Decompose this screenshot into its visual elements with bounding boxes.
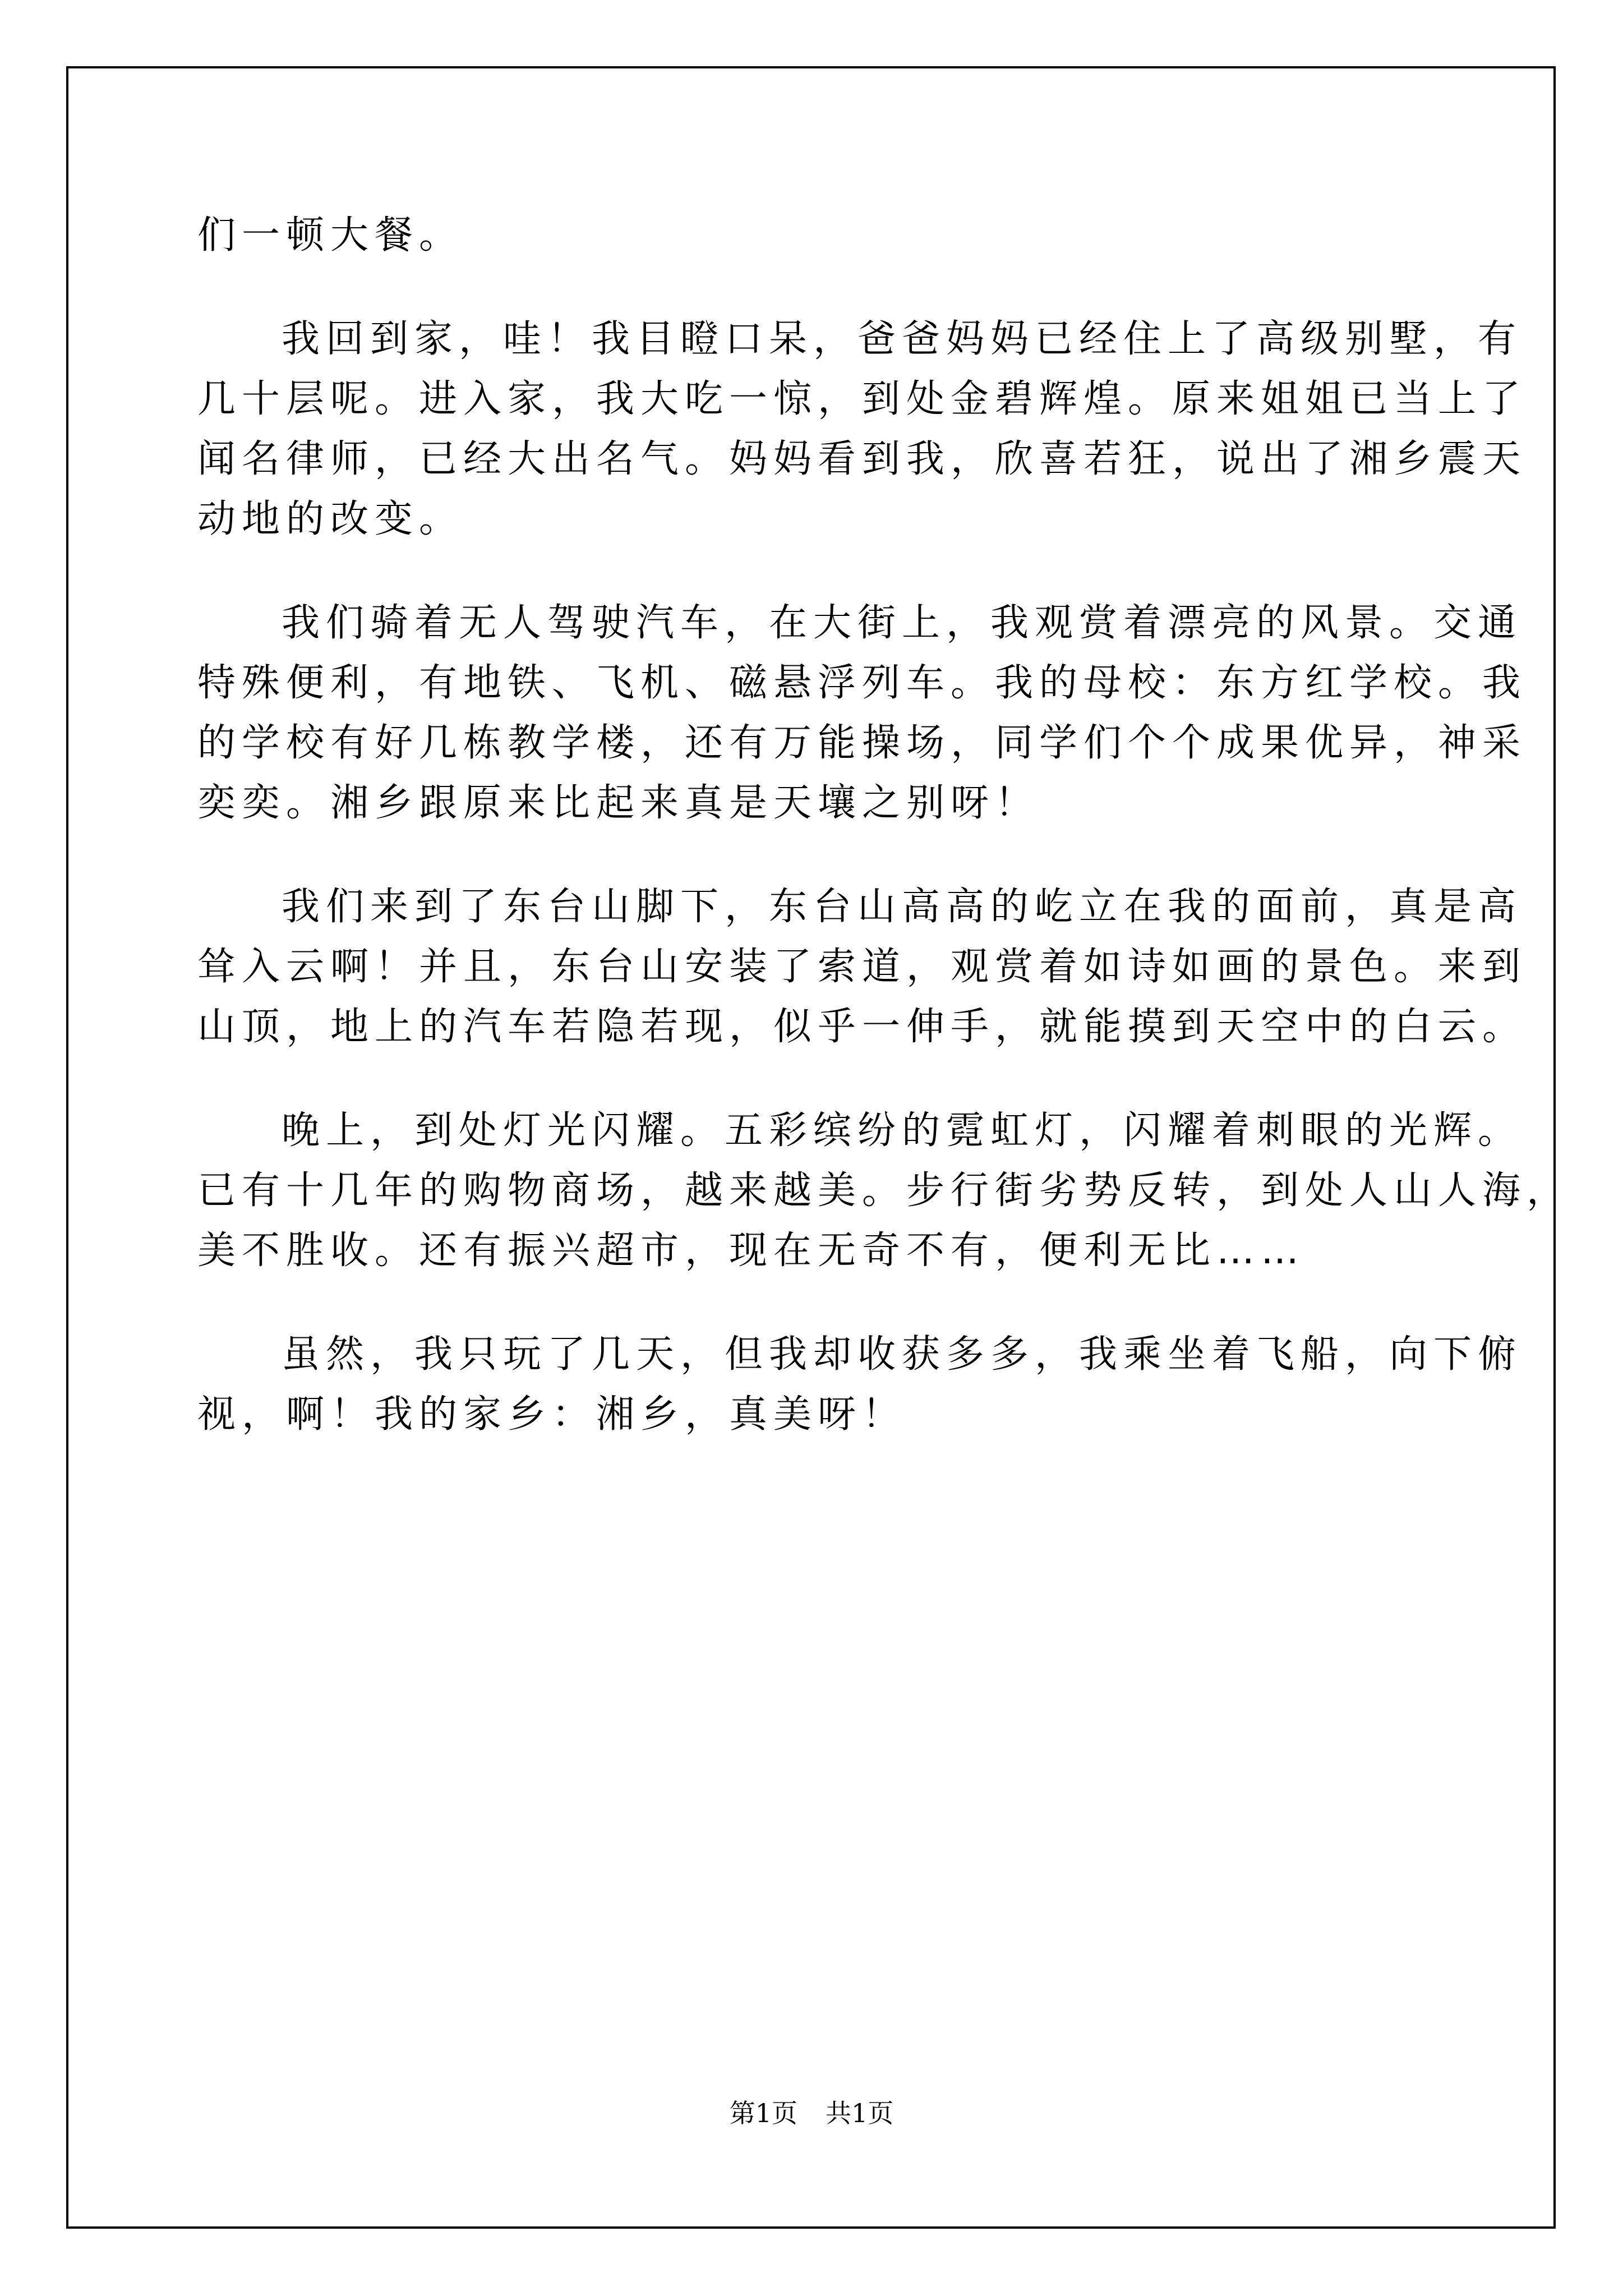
text-line: 已有十几年的购物商场，越来越美。步行街劣势反转，到处人山人海， <box>197 1168 1571 1213</box>
text-line: 晚上，到处灯光闪耀。五彩缤纷的霓虹灯，闪耀着刺眼的光辉。 <box>282 1108 1523 1153</box>
document-body <box>197 205 1571 1444</box>
text-line: 几十层呢。进入家，我大吃一惊，到处金碧辉煌。原来姐姐已当上了 <box>197 377 1527 421</box>
text-line: 视，啊！我的家乡：湘乡，真美呀！ <box>197 1392 907 1437</box>
text-line: 的学校有好几栋教学楼，还有万能操场，同学们个个成果优异，神采 <box>197 721 1527 765</box>
text-line: 特殊便利，有地铁、飞机、磁悬浮列车。我的母校：东方红学校。我 <box>197 661 1527 705</box>
text-line: 我们骑着无人驾驶汽车，在大街上，我观赏着漂亮的风景。交通 <box>282 601 1523 645</box>
text-line: 耸入云啊！并且，东台山安装了索道，观赏着如诗如画的景色。来到 <box>197 945 1527 989</box>
text-line: 闻名律师，已经大出名气。妈妈看到我，欣喜若狂，说出了湘乡震天 <box>197 437 1527 481</box>
page-footer <box>0 2093 1623 2130</box>
text-line: 虽然，我只玩了几天，但我却收获多多，我乘坐着飞船，向下俯 <box>282 1332 1523 1377</box>
text-line: 山顶，地上的汽车若隐若现，似乎一伸手，就能摸到天空中的白云。 <box>197 1005 1527 1049</box>
page-number: 第1页 <box>729 2098 797 2128</box>
text-line: 我回到家，哇！我目瞪口呆，爸爸妈妈已经住上了高级别墅，有 <box>282 317 1523 361</box>
text-line: 美不胜收。还有振兴超市，现在无奇不有，便利无比…… <box>197 1228 1306 1273</box>
text-line: 动地的改变。 <box>197 497 464 541</box>
text-line: 我们来到了东台山脚下，东台山高高的屹立在我的面前，真是高 <box>282 885 1523 929</box>
page-total: 共1页 <box>826 2098 894 2128</box>
text-line: 们一顿大餐。 <box>197 213 464 257</box>
text-line: 奕奕。湘乡跟原来比起来真是天壤之别呀！ <box>197 781 1040 825</box>
